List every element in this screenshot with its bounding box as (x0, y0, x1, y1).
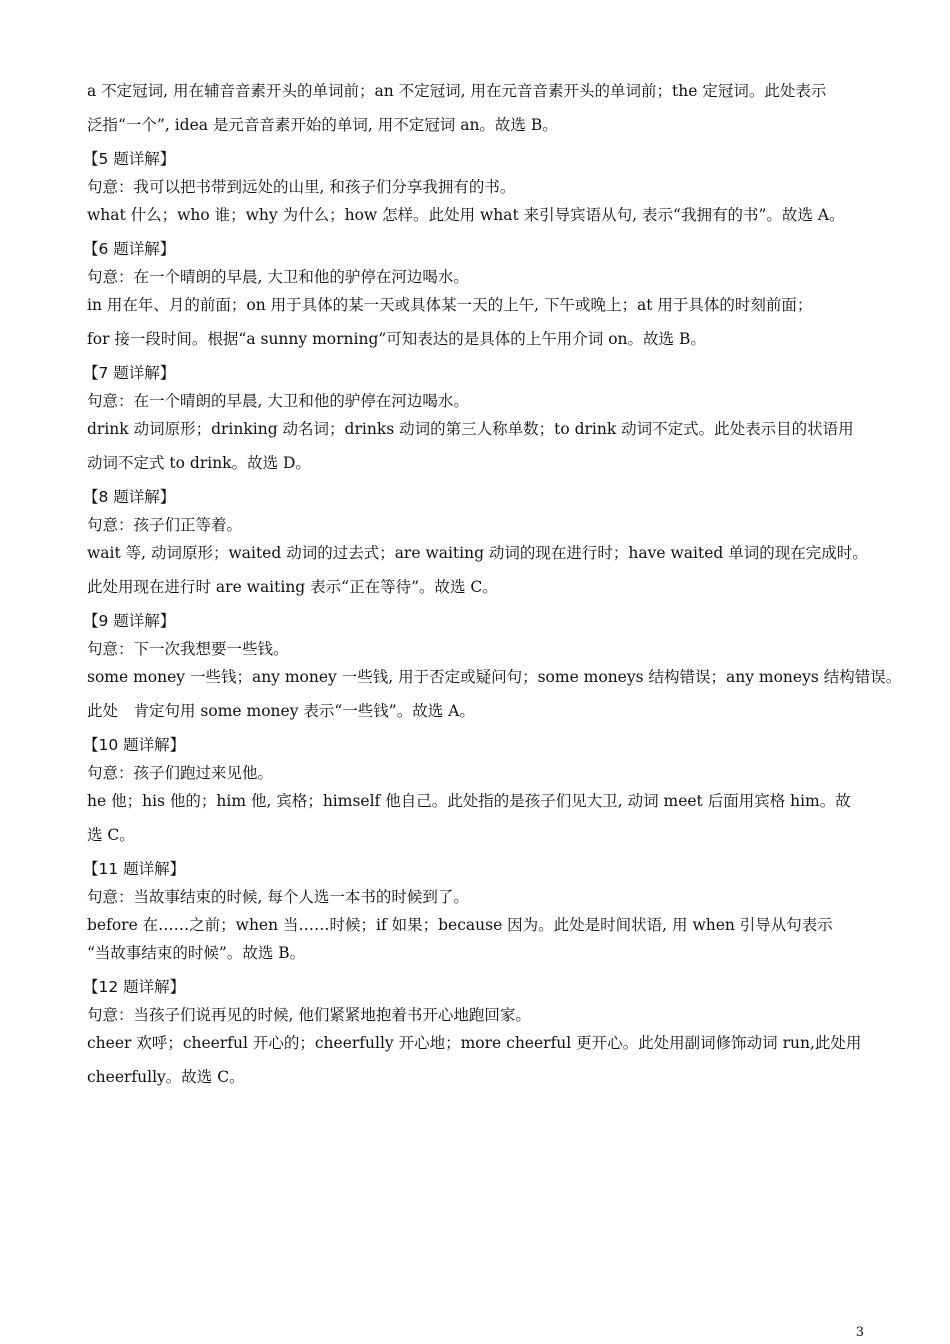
section-heading: 【7 题详解】 (83, 364, 176, 382)
text-line: 句意：孩子们跑过来见他。 (87, 764, 274, 782)
text-line: what 什么；who 谁；why 为什么；how 怎样。此处用 what 来引导宾语从句, 表示“我拥有的书”。故选 A。 (87, 206, 845, 224)
document-body (83, 77, 902, 1091)
text-line: 句意：当故事结束的时候, 每个人选一本书的时候到了。 (87, 888, 469, 906)
text-line: before 在……之前；when 当……时候；if 如果；because 因为。此处是时间状语, 用 when 引导从句表示 (87, 916, 833, 934)
section-heading: 【10 题详解】 (83, 736, 186, 754)
text-line: cheer 欢呼；cheerful 开心的；cheerfully 开心地；more cheerful 更开心。此处用副词修饰动词 run,此处用 (87, 1034, 862, 1052)
text-line: wait 等, 动词原形；waited 动词的过去式；are waiting 动词的现在进行时；have waited 单词的现在完成时。 (87, 544, 868, 562)
text-line: 此处 肯定句用 some money 表示“一些钱”。故选 A。 (87, 702, 475, 720)
page-number: 3 (855, 1325, 864, 1340)
text-line: cheerfully。故选 C。 (87, 1068, 245, 1086)
section-heading: 【8 题详解】 (83, 488, 176, 506)
text-line: 句意：下一次我想要一些钱。 (87, 640, 289, 658)
text-line: in 用在年、月的前面；on 用于具体的某一天或具体某一天的上午, 下午或晚上；at 用于具体的时刻前面； (87, 296, 813, 314)
text-line: 句意：我可以把书带到远处的山里, 和孩子们分享我拥有的书。 (87, 178, 516, 196)
text-line: “当故事结束的时候”。故选 B。 (87, 944, 306, 962)
text-line: 此处用现在进行时 are waiting 表示“正在等待”。故选 C。 (87, 578, 498, 596)
text-line: 泛指“一个”, idea 是元音音素开始的单词, 用不定冠词 an。故选 B。 (87, 116, 558, 134)
text-line: 句意：在一个晴朗的早晨, 大卫和他的驴停在河边喝水。 (87, 268, 469, 286)
section-heading: 【9 题详解】 (83, 612, 176, 630)
section-heading: 【5 题详解】 (83, 150, 176, 168)
text-line: 句意：孩子们正等着。 (87, 516, 243, 534)
text-line: 句意：在一个晴朗的早晨, 大卫和他的驴停在河边喝水。 (87, 392, 469, 410)
text-line: drink 动词原形；drinking 动名词；drinks 动词的第三人称单数；to drink 动词不定式。此处表示目的状语用 (87, 420, 854, 438)
text-line: 选 C。 (87, 826, 135, 844)
text-line: 句意：当孩子们说再见的时候, 他们紧紧地抱着书开心地跑回家。 (87, 1006, 531, 1024)
section-heading: 【11 题详解】 (83, 860, 186, 878)
text-line: he 他；his 他的；him 他, 宾格；himself 他自己。此处指的是孩子们见大卫, 动词 meet 后面用宾格 him。故 (87, 792, 851, 810)
text-line: for 接一段时间。根据“a sunny morning”可知表达的是具体的上午用介词 on。故选 B。 (87, 330, 706, 348)
section-heading: 【6 题详解】 (83, 240, 176, 258)
text-line: some money 一些钱；any money 一些钱, 用于否定或疑问句；some moneys 结构错误；any moneys 结构错误。 (87, 668, 902, 686)
text-line: 动词不定式 to drink。故选 D。 (87, 454, 311, 472)
text-line: a 不定冠词, 用在辅音音素开头的单词前；an 不定冠词, 用在元音音素开头的单词前；the 定冠词。此处表示 (87, 82, 827, 100)
section-heading: 【12 题详解】 (83, 978, 186, 996)
